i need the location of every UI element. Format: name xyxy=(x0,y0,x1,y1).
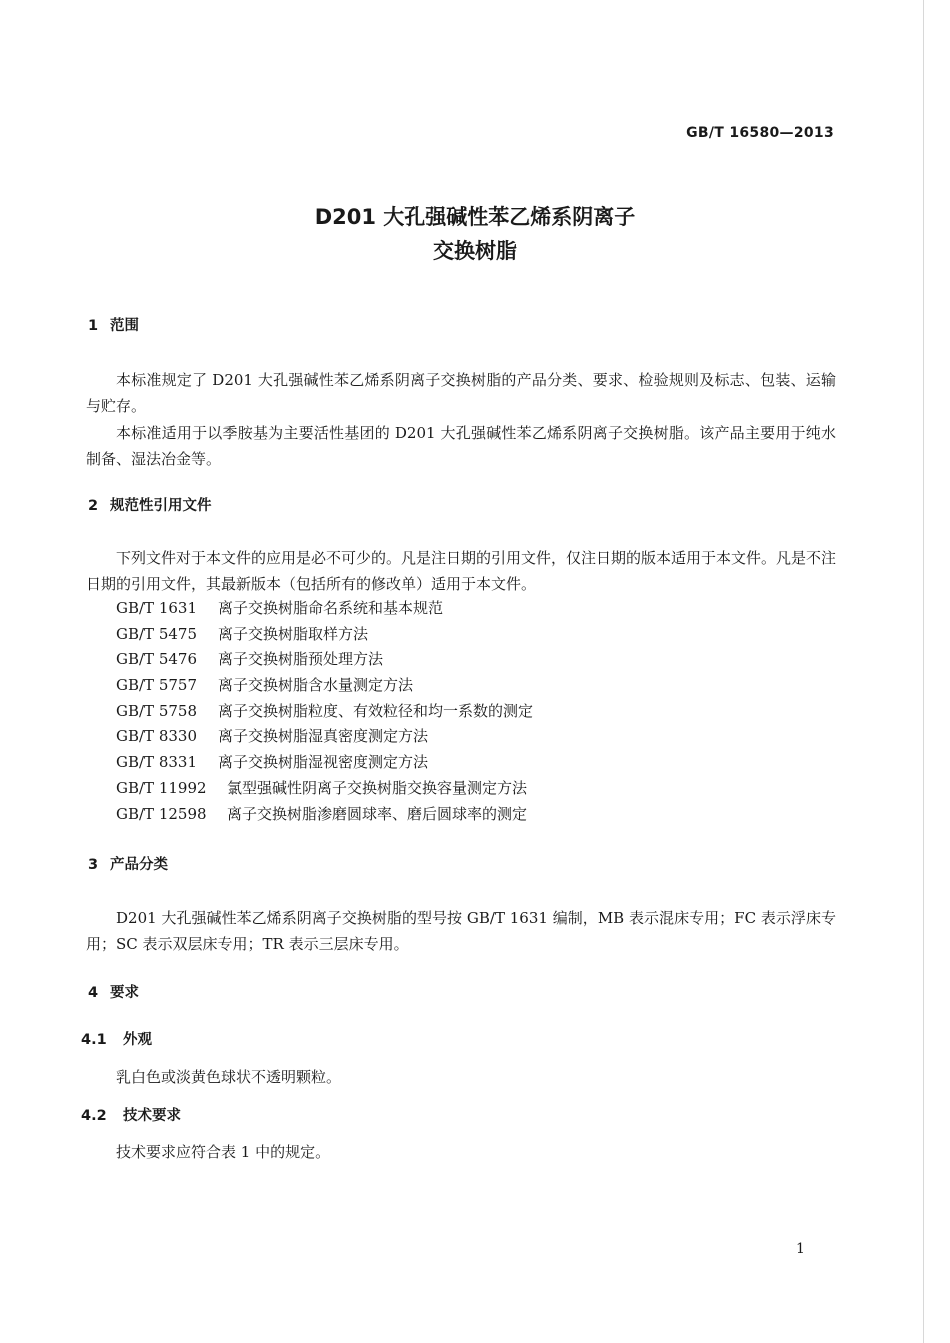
section-4-heading xyxy=(88,981,139,1002)
section-number: 1 xyxy=(88,318,99,334)
section-1-heading xyxy=(88,314,139,335)
reference-item xyxy=(116,724,533,750)
subsection-title: 外观 xyxy=(123,1032,152,1048)
section-2-heading xyxy=(88,494,212,515)
document-title xyxy=(0,200,950,268)
subsection-title: 技术要求 xyxy=(123,1108,181,1124)
section-title: 规范性引用文件 xyxy=(110,498,212,514)
section-number: 3 xyxy=(88,857,99,873)
title-line-1: D201 大孔强碱性苯乙烯系阴离子 xyxy=(314,205,636,229)
subsection-4-2-heading xyxy=(81,1104,181,1125)
section-number: 4 xyxy=(88,985,99,1001)
section-2-intro: 下列文件对于本文件的应用是必不可少的。凡是注日期的引用文件，仅注日期的版本适用于本文件。凡是不注日期的引用文件，其最新版本（包括所有的修改单）适用于本文件。 xyxy=(86,549,837,593)
section-3-paragraph: D201 大孔强碱性苯乙烯系阴离子交换树脂的型号按 GB/T 1631 编制，MB 表示混床专用；FC 表示浮床专用；SC 表示双层床专用；TR 表示三层床专用。 xyxy=(86,909,836,953)
reference-code: GB/T 5758 xyxy=(116,701,198,720)
reference-code: GB/T 8331 xyxy=(116,753,198,772)
page-number: 1 xyxy=(796,1241,805,1257)
reference-item xyxy=(116,673,533,699)
reference-code: GB/T 1631 xyxy=(116,599,198,617)
reference-item xyxy=(116,699,533,725)
reference-title: 离子交换树脂预处理方法 xyxy=(218,650,384,669)
reference-title: 离子交换树脂渗磨圆球率、磨后圆球率的测定 xyxy=(227,804,528,823)
reference-title: 离子交换树脂湿视密度测定方法 xyxy=(218,753,429,772)
reference-code: GB/T 11992 xyxy=(116,778,207,797)
title-line-2: 交换树脂 xyxy=(433,239,517,263)
reference-item xyxy=(116,622,533,648)
reference-item xyxy=(116,776,533,802)
reference-code: GB/T 12598 xyxy=(116,804,207,823)
reference-item xyxy=(116,596,533,622)
normative-reference-list xyxy=(116,596,533,827)
section-title: 要求 xyxy=(110,985,139,1001)
section-title: 范围 xyxy=(110,318,139,334)
standard-code: GB/T 16580—2013 xyxy=(686,125,834,141)
subsection-number: 4.1 xyxy=(81,1032,107,1048)
reference-title: 离子交换树脂取样方法 xyxy=(218,624,369,643)
reference-code: GB/T 5476 xyxy=(116,650,198,669)
subsection-4-1-text: 乳白色或淡黄色球状不透明颗粒。 xyxy=(116,1068,342,1086)
reference-title: 离子交换树脂粒度、有效粒径和均一系数的测定 xyxy=(218,701,534,720)
section-number: 2 xyxy=(88,498,99,514)
subsection-4-2-text: 技术要求应符合表 1 中的规定。 xyxy=(116,1143,331,1161)
reference-item xyxy=(116,647,533,673)
reference-title: 离子交换树脂命名系统和基本规范 xyxy=(218,599,444,617)
subsection-number: 4.2 xyxy=(81,1108,107,1124)
section-title: 产品分类 xyxy=(110,857,168,873)
reference-item xyxy=(116,802,533,828)
reference-code: GB/T 5475 xyxy=(116,624,198,643)
reference-title: 氯型强碱性阴离子交换树脂交换容量测定方法 xyxy=(227,778,528,797)
section-1-paragraph-1: 本标准规定了 D201 大孔强碱性苯乙烯系阴离子交换树脂的产品分类、要求、检验规则及标志、包装、运输与贮存。 xyxy=(86,371,836,415)
reference-code: GB/T 8330 xyxy=(116,727,198,746)
section-1-paragraph-2: 本标准适用于以季胺基为主要活性基团的 D201 大孔强碱性苯乙烯系阴离子交换树脂。该产品主要用于纯水制备、湿法冶金等。 xyxy=(86,424,836,468)
subsection-4-1-heading xyxy=(81,1028,152,1049)
reference-title: 离子交换树脂湿真密度测定方法 xyxy=(218,727,429,746)
reference-code: GB/T 5757 xyxy=(116,676,198,695)
reference-item xyxy=(116,750,533,776)
reference-title: 离子交换树脂含水量测定方法 xyxy=(218,676,414,695)
section-3-heading xyxy=(88,853,168,874)
